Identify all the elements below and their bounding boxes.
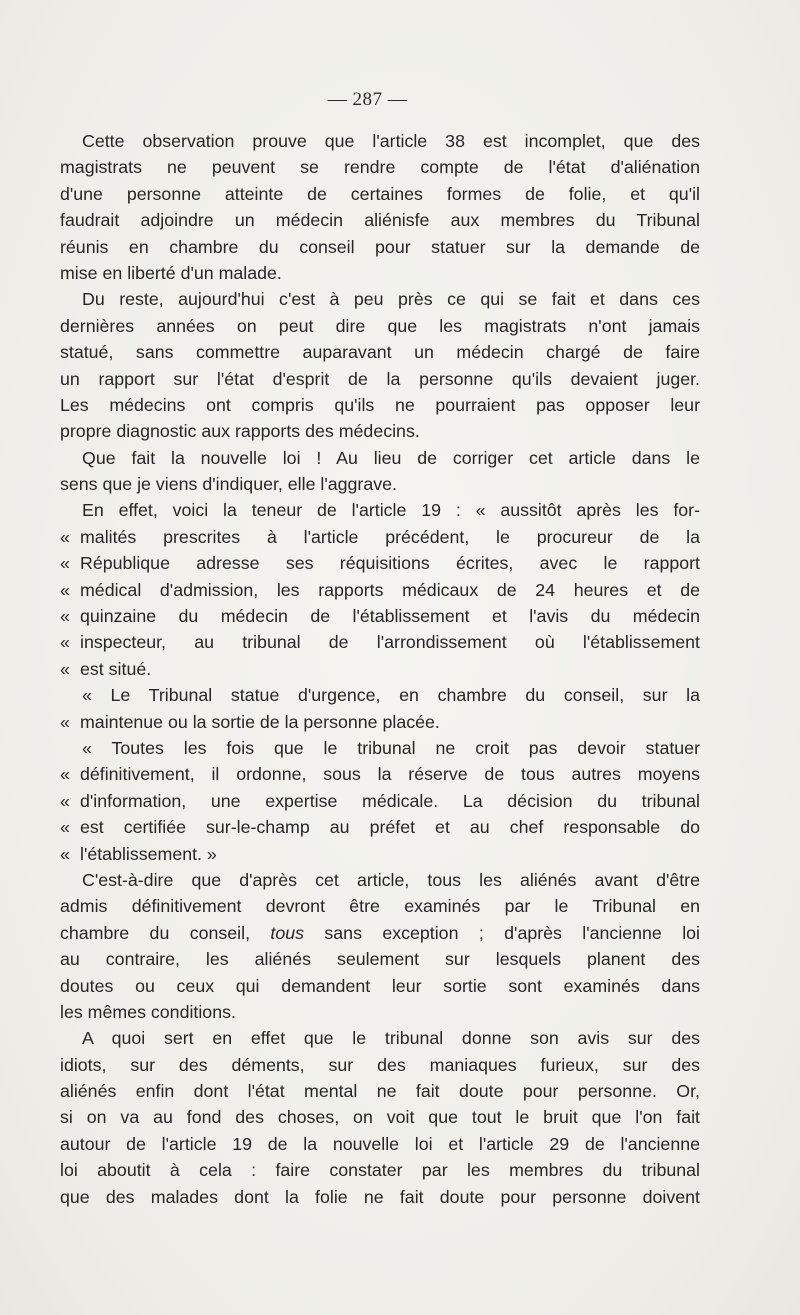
text-line: « Toutes les fois que le tribunal ne croit pas devoir statuer [82, 737, 700, 758]
text-line: doutes ou ceux qui demandent leur sortie sont examinés dans [60, 975, 700, 996]
quote-mark: « [60, 817, 70, 838]
italic-word: tous [270, 922, 305, 943]
quote-mark: « [60, 632, 70, 653]
text-line: Les médecins ont compris qu'ils ne pourraient pas opposer leur [60, 394, 700, 415]
text-line: A quoi sert en effet que le tribunal donne son avis sur des [82, 1028, 700, 1049]
quote-mark: « [60, 764, 70, 785]
text-line: autour de l'article 19 de la nouvelle loi et l'article 29 de l'ancienne [60, 1133, 700, 1154]
text-line: dernières années on peut dire que les magistrats n'ont jamais [60, 315, 700, 336]
text-line: sens que je viens d'indiquer, elle l'aggrave. [60, 474, 397, 495]
text-line: chambre du conseil, tous sans exception ; d'après l'ancienne loi [60, 922, 700, 943]
text-line: statué, sans commettre auparavant un médecin chargé de faire [60, 342, 700, 363]
text-line: si on va au fond des choses, on voit que tout le bruit que l'on fait [60, 1107, 700, 1128]
text-line: « est certifiée sur-le-champ au préfet et au chef responsable do [60, 814, 700, 840]
text-line: « quinzaine du médecin de l'établissement et l'avis du médecin [60, 603, 700, 629]
text-line: que des malades dont la folie ne fait doute pour personne doivent [60, 1186, 700, 1207]
quote-mark: « [60, 843, 70, 864]
text-line: mise en liberté d'un malade. [60, 262, 282, 283]
text-line: Que fait la nouvelle loi ! Au lieu de corriger cet article dans le [82, 447, 700, 468]
text-line: « République adresse ses réquisitions écrites, avec le rapport [60, 550, 700, 576]
text-line: « Le Tribunal statue d'urgence, en chambre du conseil, sur la [82, 685, 700, 706]
text-line: faudrait adjoindre un médecin aliénisfe aux membres du Tribunal [60, 210, 700, 231]
quote-mark: « [60, 526, 70, 547]
text-line: « est situé. [60, 656, 700, 682]
text-line: un rapport sur l'état d'esprit de la personne qu'ils devaient juger. [60, 368, 700, 389]
text-line: loi aboutit à cela : faire constater par les membres du tribunal [60, 1160, 700, 1181]
text-line: C'est-à-dire que d'après cet article, tous les aliénés avant d'être [82, 869, 700, 890]
quote-mark: « [60, 790, 70, 811]
page-number: — 287 — [327, 89, 408, 110]
text-line: « inspecteur, au tribunal de l'arrondissement où l'établissement [60, 629, 700, 655]
text-line: Du reste, aujourd'hui c'est à peu près ce qui se fait et dans ces [82, 289, 700, 310]
body-text [60, 128, 700, 1210]
text-line: « malités prescrites à l'article précédent, le procureur de la [60, 524, 700, 550]
text-line: « l'établissement. » [60, 841, 700, 867]
quote-mark: « [60, 711, 70, 732]
quote-mark: « [60, 606, 70, 627]
text-line: propre diagnostic aux rapports des médecins. [60, 421, 420, 442]
text-line: « définitivement, il ordonne, sous la réserve de tous autres moyens [60, 761, 700, 787]
text-line: idiots, sur des déments, sur des maniaques furieux, sur des [60, 1054, 700, 1075]
text-line: réunis en chambre du conseil pour statuer sur la demande de [60, 236, 700, 257]
text-line: Cette observation prouve que l'article 38 est incomplet, que des [82, 131, 700, 151]
quote-mark: « [60, 658, 70, 679]
quote-mark: « [60, 553, 70, 574]
text-line: En effet, voici la teneur de l'article 19 : « aussitôt après les for- [82, 500, 700, 521]
text-line: « maintenue ou la sortie de la personne placée. [60, 709, 700, 735]
quote-mark: « [60, 579, 70, 600]
text-line: les mêmes conditions. [60, 1001, 236, 1022]
text-line: « médical d'admission, les rapports médicaux de 24 heures et de [60, 577, 700, 603]
text-line: « d'information, une expertise médicale. La décision du tribunal [60, 788, 700, 814]
text-line: admis définitivement devront être examinés par le Tribunal en [60, 896, 700, 917]
text-line: magistrats ne peuvent se rendre compte de l'état d'aliénation [60, 157, 700, 178]
text-line: au contraire, les aliénés seulement sur lesquels planent des [60, 949, 700, 970]
text-line: aliénés enfin dont l'état mental ne fait doute pour personne. Or, [60, 1081, 700, 1102]
text-line: d'une personne atteinte de certaines formes de folie, et qu'il [60, 183, 700, 204]
